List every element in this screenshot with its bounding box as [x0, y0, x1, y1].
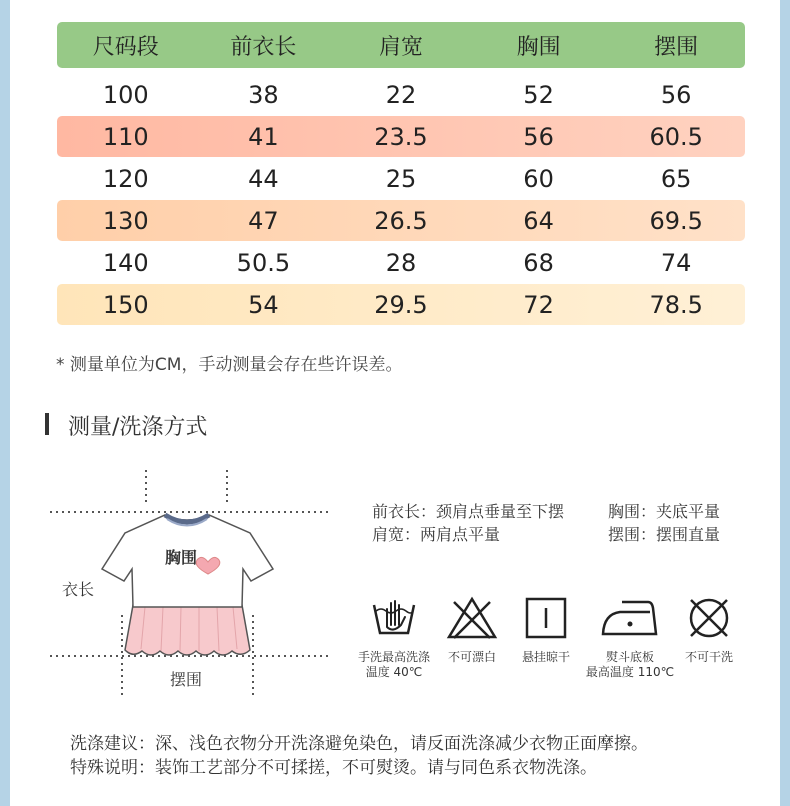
no-bleach-icon	[446, 596, 498, 640]
shirt-print-text: 胸围	[165, 548, 198, 567]
table-cell: 110	[102, 122, 149, 151]
care-caption: 悬挂晾干	[521, 650, 570, 664]
table-row	[57, 200, 745, 241]
def-hem: 摆围：摆围直量	[608, 525, 721, 544]
special-instructions: 特殊说明：装饰工艺部分不可揉搓，不可熨烫。请与同色系衣物洗涤。	[70, 758, 597, 778]
table-cell: 54	[248, 290, 279, 319]
size-table-header	[57, 22, 745, 68]
care-caption: 不可干洗	[684, 650, 733, 664]
table-cell: 25	[385, 164, 417, 193]
washing-advice: 洗涤建议：深、浅色衣物分开洗涤避免染色，请反面洗涤减少衣物正面摩擦。	[70, 734, 648, 754]
care-caption: 熨斗底板 最高温度 110℃	[585, 650, 675, 679]
table-cell: 78.5	[649, 290, 703, 319]
def-chest: 胸围：夹底平量	[608, 502, 721, 521]
table-cell: 120	[102, 164, 149, 193]
table-cell: 130	[102, 206, 149, 235]
table-cell: 52	[523, 80, 554, 109]
section-marker	[45, 413, 49, 435]
table-cell: 69.5	[649, 206, 703, 235]
table-cell: 38	[248, 80, 279, 109]
care-caption: 手洗最高洗涤 温度 40℃	[357, 650, 430, 679]
table-cell: 41	[248, 122, 279, 151]
table-cell: 23.5	[374, 122, 428, 151]
table-row	[57, 116, 745, 157]
measurement-note: * 测量单位为CM，手动测量会存在些许误差。	[56, 355, 403, 375]
washing-instructions	[70, 732, 648, 780]
ruffle-hem	[125, 605, 250, 655]
table-row	[57, 242, 745, 283]
table-cell: 60.5	[649, 122, 703, 151]
table-row	[57, 158, 745, 199]
content-card	[10, 0, 780, 806]
header-size: 尺码段	[92, 34, 159, 60]
table-cell: 26.5	[374, 206, 428, 235]
table-cell: 74	[660, 248, 692, 277]
header-shoulder: 肩宽	[378, 34, 423, 60]
table-cell: 56	[660, 80, 692, 109]
table-cell: 47	[248, 206, 279, 235]
iron-icon	[600, 598, 660, 638]
table-cell: 150	[102, 290, 149, 319]
hand-wash-icon	[371, 595, 417, 637]
table-cell: 28	[385, 248, 417, 277]
header-front-length: 前衣长	[230, 34, 297, 60]
length-label: 衣长	[62, 580, 95, 599]
hem-label: 摆围	[170, 670, 203, 689]
table-cell: 64	[523, 206, 554, 235]
header-hem: 摆围	[654, 34, 699, 60]
table-cell: 29.5	[374, 290, 428, 319]
hang-dry-icon	[524, 596, 568, 640]
measurement-diagram	[45, 465, 345, 705]
size-table	[57, 22, 745, 326]
table-cell: 44	[248, 164, 279, 193]
def-shoulder: 肩宽：两肩点平量	[372, 525, 501, 544]
table-cell: 72	[523, 290, 554, 319]
section-title: 测量/洗涤方式	[68, 415, 208, 440]
table-row	[57, 284, 745, 325]
no-dry-clean-icon	[687, 596, 731, 640]
table-cell: 50.5	[236, 248, 291, 277]
table-cell: 56	[523, 122, 554, 151]
table-row	[57, 74, 745, 115]
table-cell: 140	[102, 248, 149, 277]
def-front-length: 前衣长：颈肩点垂量至下摆	[372, 502, 565, 521]
table-cell: 60	[523, 164, 554, 193]
header-chest: 胸围	[516, 34, 561, 60]
table-cell: 65	[660, 164, 692, 193]
table-cell: 68	[523, 248, 554, 277]
table-cell: 22	[385, 80, 417, 109]
table-cell: 100	[102, 80, 149, 109]
care-caption: 不可漂白	[447, 650, 496, 664]
